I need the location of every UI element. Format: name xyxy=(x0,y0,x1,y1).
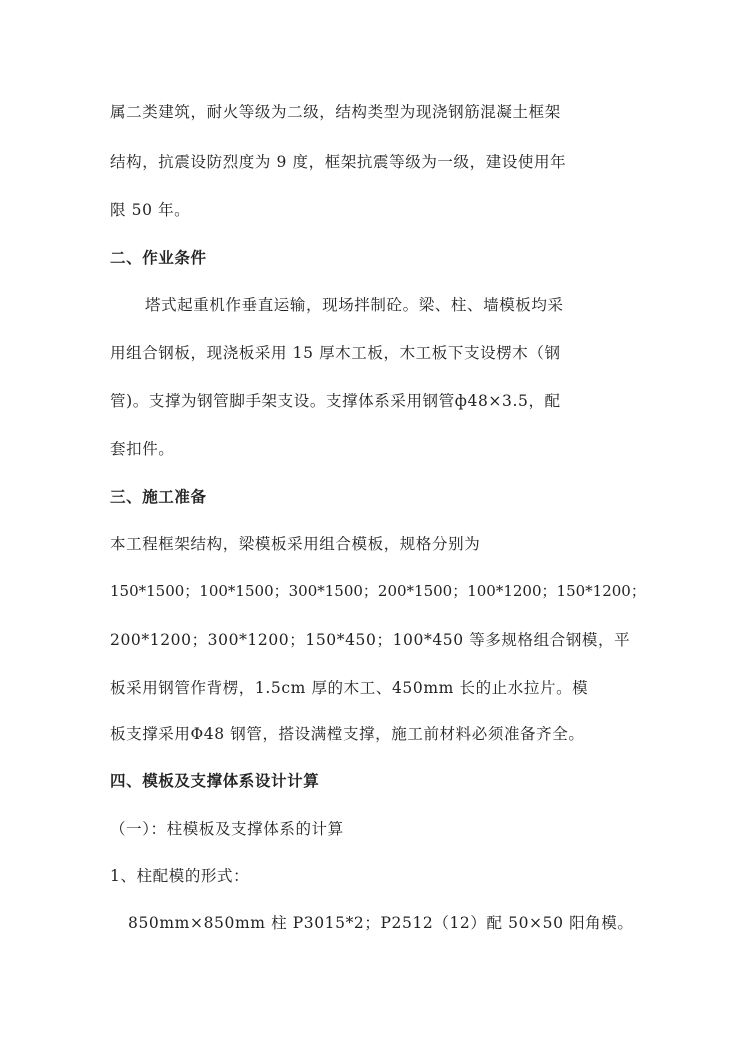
section-heading-construction-prep: 三、施工准备 xyxy=(110,487,207,506)
paragraph-line: 属二类建筑，耐火等级为二级，结构类型为现浇钢筋混凝土框架 xyxy=(110,103,561,121)
section-heading-design-calc: 四、模板及支撑体系设计计算 xyxy=(110,771,320,790)
paragraph-line: 850mm×850mm 柱 P3015*2；P2512（12）配 50×50 阳角模。 xyxy=(128,914,634,932)
paragraph-line: 150*1500；100*1500；300*1500；200*1500；100*1200；150*1200； xyxy=(110,582,646,600)
paragraph-line: 用组合钢板，现浇板采用 15 厚木工板，木工板下支设楞木（钢 xyxy=(110,344,561,362)
paragraph-line: 限 50 年。 xyxy=(110,201,191,219)
paragraph-line: 板采用钢管作背楞，1.5cm 厚的木工、450mm 长的止水拉片。模 xyxy=(110,679,589,697)
paragraph-line: 结构，抗震设防烈度为 9 度，框架抗震等级为一级，建设使用年 xyxy=(110,153,567,171)
list-item: 1、柱配模的形式： xyxy=(110,867,250,885)
paragraph-line: 管)。支撑为钢管脚手架支设。支撑体系采用钢管ф48×3.5，配 xyxy=(110,392,561,410)
paragraph-line: 板支撑采用Φ48 钢管，搭设满樘支撑，施工前材料必须准备齐全。 xyxy=(110,725,585,743)
paragraph-line: 200*1200；300*1200；150*450；100*450 等多规格组合钢模，平 xyxy=(110,631,631,649)
subsection-heading: （一）：柱模板及支撑体系的计算 xyxy=(110,820,344,838)
paragraph-line: 塔式起重机作垂直运输，现场拌制砼。梁、柱、墙模板均采 xyxy=(145,296,564,314)
section-heading-work-conditions: 二、作业条件 xyxy=(110,248,207,267)
paragraph-line: 本工程框架结构，梁模板采用组合模板，规格分别为 xyxy=(110,535,481,553)
paragraph-line: 套扣件。 xyxy=(110,440,175,458)
